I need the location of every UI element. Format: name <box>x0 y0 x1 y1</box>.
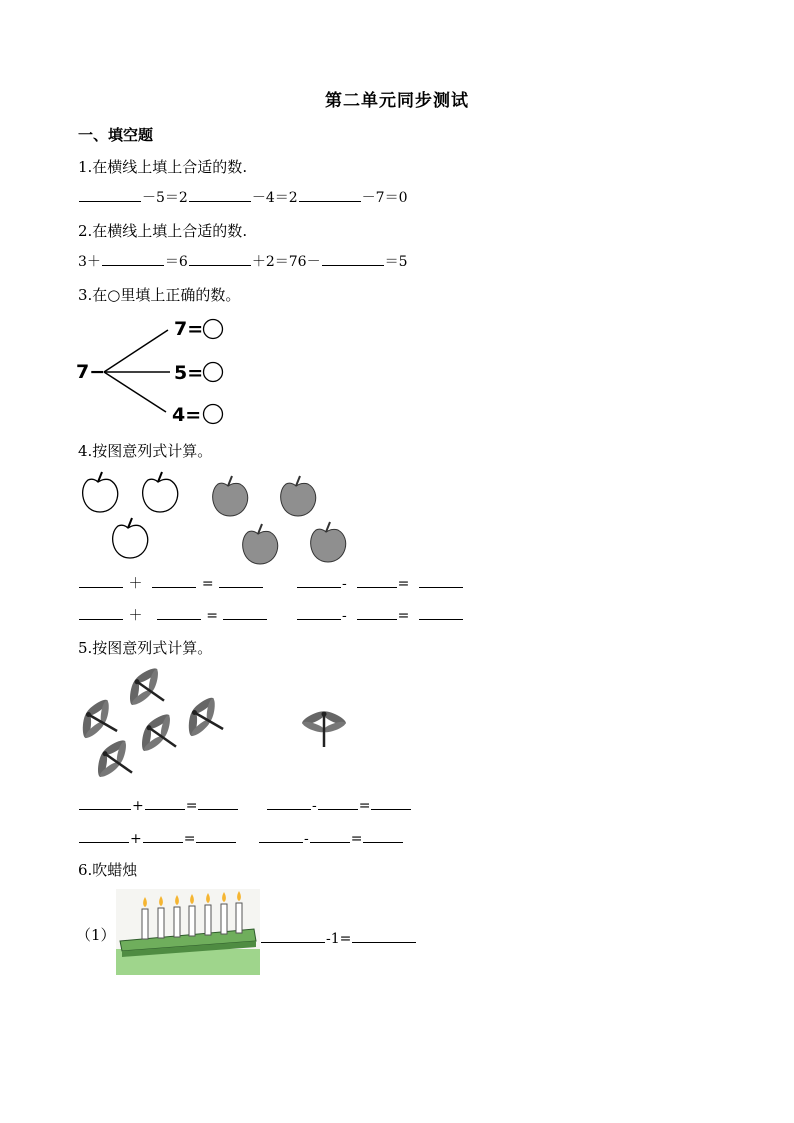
question-4-line-1 <box>78 573 264 593</box>
question-6-prompt: 6.吹蜡烛 <box>78 861 138 879</box>
q2-part-d: 6－ <box>297 254 321 270</box>
sub-question-label: （1） <box>76 926 116 944</box>
answer-blank[interactable] <box>79 187 141 202</box>
candle-expression: -1= <box>326 931 352 947</box>
answer-blank[interactable] <box>297 605 341 620</box>
question-5-line-2 <box>78 828 237 847</box>
answer-blank[interactable] <box>352 928 416 943</box>
question-2-line <box>78 251 408 271</box>
q2-part-c: ＋2＝7 <box>251 254 298 270</box>
equals-sign: = <box>397 576 410 592</box>
answer-blank[interactable] <box>310 828 350 843</box>
answer-circle-1[interactable] <box>202 318 224 340</box>
q1-expr-c: －7＝0 <box>361 190 408 206</box>
equals-sign: = <box>206 608 218 624</box>
dragonfly-icon <box>178 690 234 750</box>
answer-blank[interactable] <box>79 605 123 620</box>
branch-label-2: 5= <box>174 362 204 384</box>
dragonflies-picture <box>76 670 348 778</box>
apples-picture <box>76 466 356 570</box>
answer-blank[interactable] <box>189 251 251 266</box>
equals-sign: = <box>201 576 214 592</box>
question-5-prompt: 5.按图意列式计算。 <box>78 639 213 657</box>
answer-blank[interactable] <box>297 573 341 588</box>
question-3-prompt: 3.在○里填上正确的数。 <box>78 286 241 304</box>
question-1-prompt: 1.在横线上填上合适的数. <box>78 158 248 176</box>
question-2-prompt: 2.在横线上填上合适的数. <box>78 222 248 240</box>
page-title: 第二单元同步测试 <box>325 91 469 111</box>
plus-sign: + <box>132 798 144 814</box>
answer-blank[interactable] <box>267 795 311 810</box>
gray-apple-icon <box>311 522 346 562</box>
gray-apple-icon <box>213 476 248 516</box>
question-5-line-1 <box>78 795 239 814</box>
answer-blank[interactable] <box>318 795 358 810</box>
minus-sign: - <box>304 831 309 847</box>
gray-apple-icon <box>243 524 278 564</box>
gray-apple-icon <box>281 476 316 516</box>
answer-blank[interactable] <box>322 251 384 266</box>
dragonfly-icon <box>87 732 145 792</box>
answer-blank[interactable] <box>357 573 397 588</box>
minus-sign: - <box>312 798 317 814</box>
dragonfly-icon <box>301 709 348 747</box>
equals-sign: = <box>350 831 363 847</box>
q2-part-e: ＝5 <box>384 254 408 270</box>
q2-part-b: ＝6 <box>164 254 188 270</box>
equals-sign: = <box>397 608 410 624</box>
minus-sign: - <box>342 576 347 592</box>
minus-sign: - <box>342 608 347 624</box>
white-apple-icon <box>113 518 148 558</box>
answer-blank[interactable] <box>79 828 129 843</box>
dragonfly-icon <box>131 706 189 766</box>
answer-blank[interactable] <box>102 251 164 266</box>
question-4-line-1-b <box>296 573 464 592</box>
q2-part-a: 3＋ <box>78 254 101 270</box>
question-6-line-1 <box>260 928 417 947</box>
answer-blank[interactable] <box>419 573 463 588</box>
answer-blank[interactable] <box>79 795 131 810</box>
answer-blank[interactable] <box>152 573 196 588</box>
answer-blank[interactable] <box>198 795 238 810</box>
question-1-line <box>78 187 407 207</box>
answer-blank[interactable] <box>357 605 397 620</box>
equals-sign: = <box>358 798 371 814</box>
answer-blank[interactable] <box>219 573 263 588</box>
answer-blank[interactable] <box>189 187 251 202</box>
section-heading-fill-blanks: 一、填空题 <box>78 126 154 144</box>
question-4-line-2 <box>78 605 268 625</box>
white-apple-icon <box>143 472 178 512</box>
answer-blank[interactable] <box>259 828 303 843</box>
answer-blank[interactable] <box>145 795 185 810</box>
branch-root-label: 7− <box>76 361 106 383</box>
question-4-line-2-b <box>296 605 464 624</box>
answer-blank[interactable] <box>196 828 236 843</box>
answer-blank[interactable] <box>223 605 267 620</box>
plus-sign: ＋ <box>128 576 143 592</box>
answer-blank[interactable] <box>363 828 403 843</box>
answer-blank[interactable] <box>79 573 123 588</box>
answer-blank[interactable] <box>261 928 325 943</box>
answer-blank[interactable] <box>371 795 411 810</box>
plus-sign: + <box>130 831 142 847</box>
answer-blank[interactable] <box>419 605 463 620</box>
equals-sign: = <box>183 831 196 847</box>
white-apple-icon <box>83 472 118 512</box>
candles-picture <box>116 889 260 975</box>
answer-circle-2[interactable] <box>202 361 224 383</box>
q1-expr-a: －5＝2 <box>142 190 188 206</box>
answer-blank[interactable] <box>157 605 201 620</box>
branch-label-3: 4= <box>172 404 202 426</box>
answer-blank[interactable] <box>143 828 183 843</box>
plus-sign: ＋ <box>128 608 143 624</box>
equals-sign: = <box>185 798 198 814</box>
dragonfly-icon <box>119 660 177 720</box>
question-4-prompt: 4.按图意列式计算。 <box>78 442 213 460</box>
q1-expr-b: －4＝2 <box>251 190 298 206</box>
answer-circle-3[interactable] <box>202 403 224 425</box>
question-5-line-1-b <box>266 795 412 814</box>
question-5-line-2-b <box>258 828 404 847</box>
branch-label-1: 7= <box>174 318 204 340</box>
answer-blank[interactable] <box>299 187 361 202</box>
